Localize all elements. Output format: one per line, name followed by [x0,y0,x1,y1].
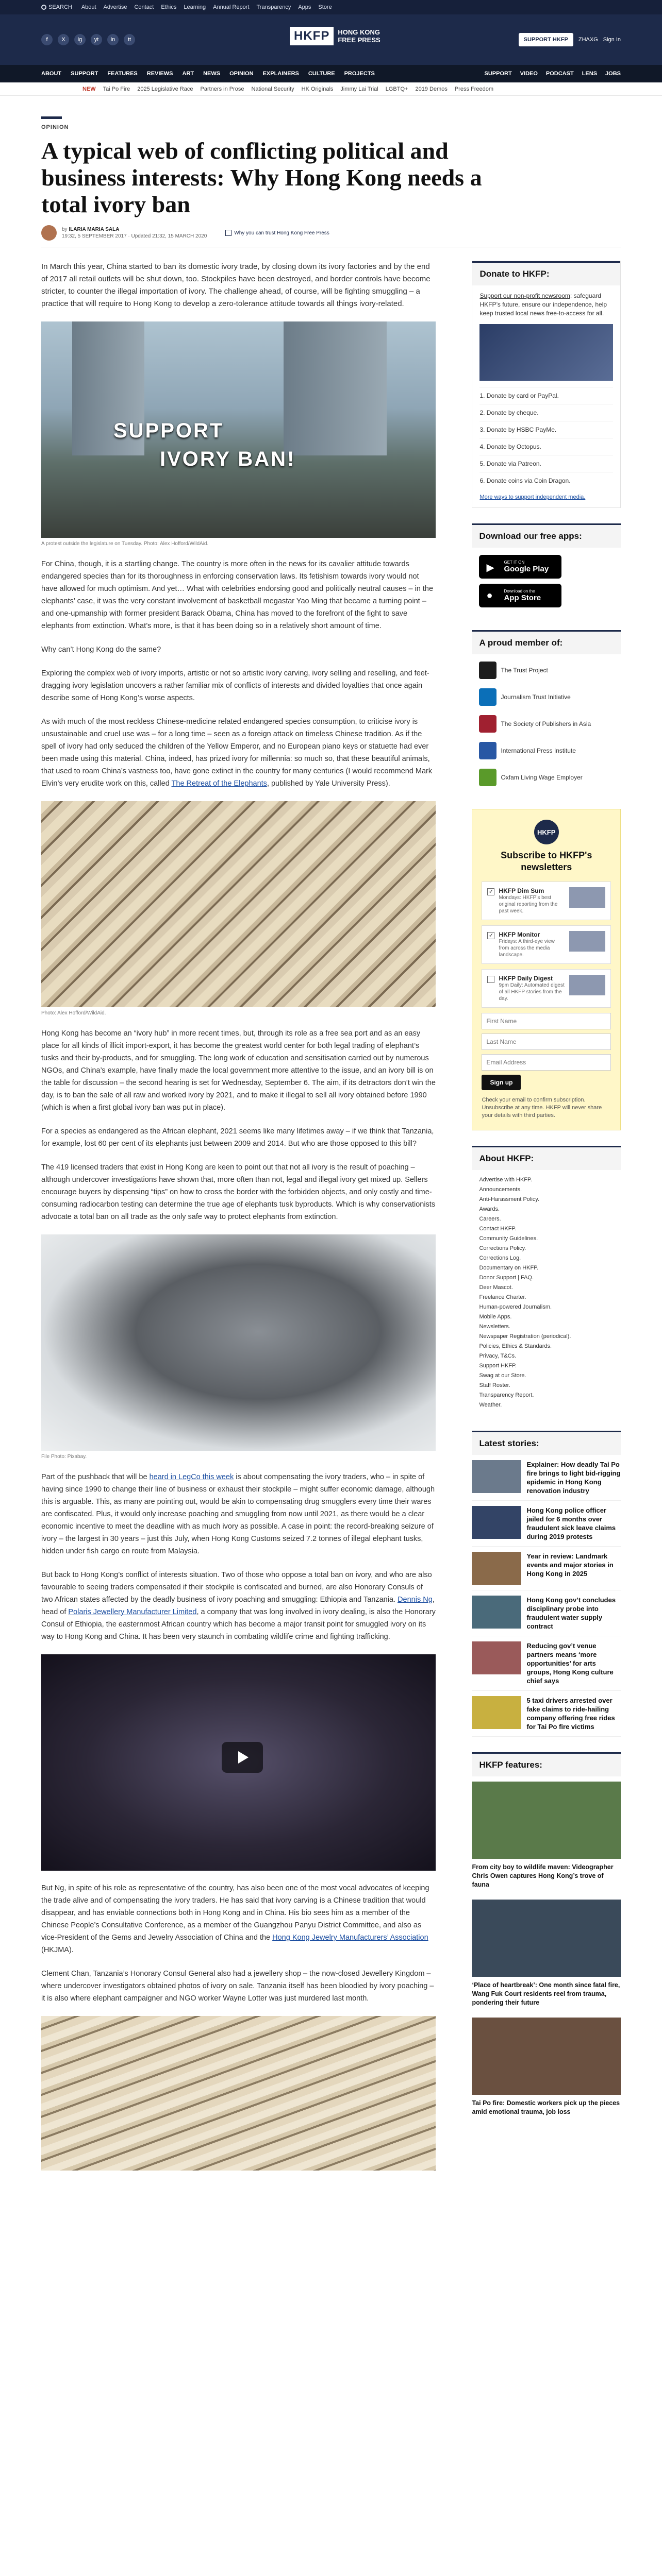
apps-widget [472,523,621,615]
nav-item-features[interactable]: FEATURES [107,71,138,77]
story-thumbnail[interactable] [472,1596,521,1629]
article-headline: A typical web of conflicting political and business interests: Why Hong Kong needs a total ivory ban [41,138,482,217]
instagram-icon[interactable]: ig [74,34,86,45]
nav-item-opinion[interactable]: OPINION [229,71,254,77]
member-item[interactable] [479,662,614,679]
logo-mark: HKFP [290,27,334,45]
story-thumbnail[interactable] [472,1696,521,1729]
story-title[interactable]: Year in review: Landmark events and major stories in Hong Kong in 2025 [526,1552,614,1578]
byline [41,225,621,241]
trending-item[interactable]: National Security [251,86,294,92]
newsletter-option-desc: 9pm Daily: Automated digest of all HKFP stories from the day. [499,982,565,1002]
about-link[interactable]: Corrections Policy. [479,1245,526,1251]
utility-links [81,4,332,10]
app-store-button[interactable] [479,584,561,607]
feature-title[interactable]: Tai Po fire: Domestic workers pick up the pieces amid emotional trauma, job loss [472,2099,620,2115]
paragraph: Hong Kong has become an “ivory hub” in more recent times, but, through its role as a free sea port and as an easy place for all kinds of illicit import-export, it has become the greatest world center for both legal trading of elephant’s tusks and their by-products, and for smuggling. The long work of education and sensitisation carried out by numerous NGOs, and China’s example, have finally made the local government more attentive to the issue, and an ivory bill is on the table for discussion – the second hearing is set for Wednesday, September 6. The aim, if its detractors don’t win the day, is to ban the sale of all raw and worked ivory by 2021, and to make it illegal to sell all ivory obtained before 1990 (which is when a first global ivory ban was put in place). [41,1029,436,1112]
about-link[interactable]: Support HKFP. [479,1363,517,1369]
building-shape [284,321,387,455]
trending-item[interactable]: 2025 Legislative Race [137,86,193,92]
donate-widget [472,261,621,508]
paragraph [41,1882,436,1956]
newsletter-thumbnail [569,975,605,995]
email-field[interactable] [482,1054,611,1071]
feature-thumbnail[interactable] [472,1782,621,1859]
member-name: The Trust Project [501,667,548,674]
protest-photo[interactable] [41,321,436,538]
paragraph-text: But Ng, in spite of his role as representative of the country, has also been one of the most vocal advocates of keeping the trade alive and of compensating the ivory traders. He has said that ivory carving is a Chinese tradition that would disappear, and has enviable connections both in Hong Kong and in China. His bio sees him as a member of the Chinese People’s Consultative Conference, as a member of the Guangzhou Panyu District Committee, and also as vice-President of the Gems and Jewelry Association of China and the [41,1884,429,1942]
nav-item-about[interactable]: ABOUT [41,71,62,77]
nav-right [484,71,621,77]
paragraph [41,1569,436,1643]
nav-item-support[interactable]: SUPPORT [71,71,98,77]
utility-link-learning[interactable]: Learning [184,4,206,10]
nav-item-explainers[interactable]: EXPLAINERS [262,71,299,77]
support-hkfp-button[interactable]: SUPPORT HKFP [519,33,573,46]
newsletter-option-text [499,931,565,958]
sign-in-link[interactable]: Sign In [603,37,621,43]
member-logo-icon [479,662,496,679]
story-thumbnail[interactable] [472,1460,521,1493]
features-widget [472,1752,621,2122]
newsletter-option-title: HKFP Dim Sum [499,887,544,894]
member-name: Oxfam Living Wage Employer [501,774,583,781]
trust-label: Why you can trust Hong Kong Free Press [234,230,329,236]
section-rule [41,116,62,119]
utility-link-store[interactable]: Store [318,4,332,10]
protest-sign-text: SUPPORT [113,419,224,442]
sign-up-button[interactable]: Sign up [482,1075,521,1090]
story-thumbnail[interactable] [472,1641,521,1674]
about-links [472,1170,621,1415]
apps-title: Download our free apps: [472,523,621,548]
latest-stories-widget [472,1431,621,1737]
about-link[interactable]: Freelance Charter. [479,1294,526,1300]
trending-item[interactable]: Jimmy Lai Trial [340,86,378,92]
paragraph-text: As with much of the most reckless Chinese-medicine related endangered species consumption, to criticise ivory is unsustainable and cruel use was – for a long time – seen as a foreign attack on timeless Chinese tradition. As if the spell of ivory had only seduced the children of the Yellow Emperor, and no European piano keys or statuette had ever been made using this material. China, indeed, has prized ivory for millennia: so much so, that these beautiful animals, that used to roam China’s vastness too, have gone extinct in the country for many centuries (I would recommend Mark Elvin’s very erudite work on this, called [41,718,433,788]
figure-ivory [41,801,436,1016]
about-link[interactable]: Community Guidelines. [479,1235,538,1242]
story-title[interactable]: Reducing gov’t venue partners means ‘more opportunities’ for arts groups, Hong Kong culture chief says [526,1642,614,1685]
paragraph-text: But back to Hong Kong’s conflict of interests situation. Two of those who oppose a total ban on ivory, and who are also favourable to seeing traders compensated if their stockpile is confiscated and burned, are also Honorary Consuls of two African states affected by the deadly business of ivory poaching and smuggling: Ethiopia and Tanzania. [41,1571,432,1604]
about-link[interactable]: Donor Support | FAQ. [479,1275,534,1281]
donate-intro-link[interactable]: Support our non-profit newsroom [479,292,570,299]
nav-item-reviews[interactable]: REVIEWS [146,71,173,77]
about-link[interactable]: Announcements. [479,1187,522,1193]
nav-item-culture[interactable]: CULTURE [308,71,335,77]
last-name-field[interactable] [482,1033,611,1050]
newsletter-option-title: HKFP Daily Digest [499,975,553,982]
newsletter-widget [472,809,621,1130]
figure-elephant [41,1234,436,1460]
paragraph: Exploring the complex web of ivory imports, artistic or not so artistic ivory carving, ivory selling and reselling, and feet-dragging ivory legislation uncovers a rather familiar mix of conflicts of interests and divided loyalties that once again describe some of Hong Kong’s worse aspects. [41,669,429,702]
latest-story[interactable] [472,1636,621,1691]
newsletter-option-desc: Mondays: HKFP’s best original reporting from the past week. [499,895,558,914]
author-name[interactable]: ILARIA MARIA SALA [69,227,120,232]
newsletter-note: Check your email to confirm subscription. Unsubscribe at any time. HKFP will never share your details with third parties. [482,1097,602,1118]
trending-item[interactable]: Partners in Prose [200,86,244,92]
logo-words [338,28,380,44]
latest-story[interactable] [472,1590,621,1636]
donate-option-coin-dragon[interactable]: 6. Donate coins via Coin Dragon. [479,472,613,489]
trending-item[interactable]: HK Originals [301,86,334,92]
first-name-field[interactable] [482,1013,611,1029]
social-links [41,34,135,45]
newsletter-option-desc: Fridays: A third-eye view from across the media landscape. [499,939,555,958]
about-widget [472,1146,621,1415]
member-logo-icon [479,742,496,759]
newsletter-options [482,882,611,1008]
paragraph: The 419 licensed traders that exist in Hong Kong are keen to point out that not all ivory is the result of poaching – although undercover investigations have shown that, more often than not, legal and illegal ivory get mixed up. Sellers encourage buyers by dispensing “tips” on how to cross the border with the forbidden objects, and only costly and time-consuming radiocarbon testing can determine the true age of elephants tusk byproducts. Which is why conservationists advocate a total ban on all trade as the only safe way to protect elephants from extinction. [41,1163,436,1221]
paragraph: Why can’t Hong Kong do the same? [41,646,161,654]
google-play-icon: ▶ [486,562,494,573]
feature-thumbnail[interactable] [472,1900,621,1977]
polaris-link[interactable]: Polaris Jewellery Manufacturer Limited [68,1608,197,1616]
donate-option-patreon[interactable]: 5. Donate via Patreon. [479,455,613,472]
utility-bar [0,0,662,14]
nav-item-news[interactable]: NEWS [203,71,221,77]
checkbox-icon[interactable]: ✓ [487,888,494,895]
photo-caption: File Photo: Pixabay. [41,1454,87,1460]
utility-link-advertise[interactable]: Advertise [103,4,127,10]
feature-title[interactable]: ‘Place of heartbreak’: One month since fatal fire, Wang Fuk Court residents reel from trauma, pondering their future [472,1981,620,2006]
site-logo[interactable] [290,27,380,45]
story-title[interactable]: Explainer: How deadly Tai Po fire brings to light bid-rigging epidemic in Hong Kong renovation industry [526,1461,621,1495]
donate-intro [472,285,620,324]
checkbox-icon[interactable]: ✓ [487,932,494,939]
nav-items [41,71,375,77]
about-link[interactable]: Awards. [479,1206,500,1212]
trending-item[interactable]: Press Freedom [454,86,494,92]
nav-right-video[interactable]: VIDEO [520,71,538,77]
trending-bar [0,82,662,96]
features-list [472,1776,621,2122]
donate-title: Donate to HKFP: [472,261,620,285]
article-header [0,116,662,247]
feature-story[interactable] [472,1776,621,1894]
paragraph: Clement Chan, Tanzania’s Honorary Consul General also had a jewellery shop – the now-closed Jewellery Kingdom – where undercover investigators obtained photos of ivory on sale. Tanzania itself has been bloodied by ivory poaching – it is also where elephant campaigner and NGO worker Wayne Lotter was just murdered last month. [41,1970,434,2003]
paragraph [41,716,436,790]
tusks-photo[interactable] [41,2016,436,2171]
newsletter-thumbnail [569,931,605,952]
features-title: HKFP features: [472,1752,621,1776]
donate-option-cheque[interactable]: 2. Donate by cheque. [479,404,613,421]
figure-video [41,1654,436,1871]
updated-date: Updated 21:32, 15 MARCH 2020 [131,233,207,239]
donate-banner[interactable] [479,324,613,381]
search-button[interactable] [41,4,72,10]
member-name: International Press Institute [501,747,576,754]
elephant-photo[interactable] [41,1234,436,1451]
newsletter-option[interactable] [482,969,611,1008]
donate-option-octopus[interactable]: 4. Donate by Octopus. [479,438,613,455]
utility-link-about[interactable]: About [81,4,96,10]
donate-more-link[interactable]: More ways to support independent media. [479,494,586,500]
utility-link-annual-report[interactable]: Annual Report [213,4,250,10]
story-thumbnail[interactable] [472,1506,521,1539]
protest-sign-text: IVORY BAN! [160,448,296,470]
feature-story[interactable] [472,1894,621,2012]
book-link[interactable]: The Retreat of the Elephants [171,779,267,788]
article-body [41,261,436,2182]
paragraph: In March this year, China started to ban its domestic ivory trade, by closing down its ivory factories and by the end of 2017 all retail outlets will be shut down, too. Stockpiles have been destroyed, and border controls have become stricter, to counter the illegal importation of ivory. The challenge ahead, of course, will be fighting smuggling – a practice that will require to Hong Kong to develop a zero-tolerance attitude towards all things ivory-related. [41,262,431,308]
figure-tusks [41,2016,436,2171]
donate-option-payme[interactable]: 3. Donate by HSBC PayMe. [479,421,613,438]
play-icon[interactable] [222,1742,263,1773]
about-link[interactable]: Corrections Log. [479,1255,521,1261]
story-title[interactable]: 5 taxi drivers arrested over fake claims to ride-hailing company offering free rides for Tai Po fire victims [526,1697,615,1731]
latest-title: Latest stories: [472,1431,621,1455]
latest-stories-list [472,1455,621,1737]
members-list [472,654,621,793]
dennis-ng-link[interactable]: Dennis Ng [398,1596,433,1604]
paragraph-text: , head of [41,1596,435,1616]
photo-caption: A protest outside the legislature on Tuesday. Photo: Alex Hofford/WildAid. [41,541,209,547]
member-item[interactable] [479,688,614,706]
x-twitter-icon[interactable]: X [58,34,69,45]
header-actions [519,33,621,46]
trending-item[interactable]: 2019 Demos [415,86,448,92]
trust-link[interactable] [225,230,329,236]
paragraph-text: is about compensating the ivory traders, who – in spite of having since 1990 to change their line of business or exhaust their stockpile – might suffer economic damage, although this is arguable. This, as many are pointing out, would be akin to compensating drug smugglers every time their wares are confiscated. Plus, it would only increase poaching and smuggling from now until 2021, as there would be a clear economic incentive to meet the deadline with as much ivory as possible. A case in point: the record-breaking seizure of ivory – the largest in 30 years – just this July, when Hong Kong Customs seized 7.2 tonnes of illegal elephant tusks, hidden under fish cargo en route from Malaysia. [41,1473,435,1555]
donate-intro-text: : safeguard HKFP’s future, ensure our independence, help keep trusted local news free-to-access for all. [479,292,607,317]
newsletter-option[interactable] [482,882,611,920]
donate-options [472,387,620,489]
about-link[interactable]: Newsletters. [479,1324,510,1330]
about-link[interactable]: Contact HKFP. [479,1226,517,1232]
newsletter-option-title: HKFP Monitor [499,931,540,938]
nav-right-lens[interactable]: LENS [582,71,598,77]
linkedin-icon[interactable]: in [107,34,119,45]
apple-icon: ● [486,590,493,601]
trending-item[interactable]: LGBTQ+ [385,86,408,92]
feature-title[interactable]: From city boy to wildlife maven: Videographer Chris Owen captures Hong Kong’s trove of fauna [472,1863,614,1888]
latest-story[interactable] [472,1455,621,1501]
about-link[interactable]: Newspaper Registration (periodical). [479,1333,571,1340]
site-header [0,14,662,65]
nav-right-jobs[interactable]: JOBS [605,71,621,77]
member-name: The Society of Publishers in Asia [501,720,591,727]
latest-story[interactable] [472,1501,621,1547]
latest-story[interactable] [472,1691,621,1737]
tiktok-icon[interactable]: tt [124,34,135,45]
member-logo-icon [479,688,496,706]
trending-item[interactable]: Tai Po Fire [103,86,130,92]
hkjma-link[interactable]: Hong Kong Jewelry Manufacturers’ Association [272,1934,428,1942]
story-title[interactable]: Hong Kong gov’t concludes disciplinary probe into fraudulent water supply contract [526,1596,616,1630]
newsletter-option[interactable] [482,925,611,964]
apps-body [472,548,621,615]
author-prefix: by [62,227,68,232]
member-name: Journalism Trust Initiative [501,693,571,701]
paragraph-text: Part of the pushback that will be [41,1473,150,1481]
language-switch[interactable]: ZHAXG [578,37,598,43]
ivory-stockpile-photo[interactable] [41,801,436,1007]
member-item[interactable] [479,769,614,786]
utility-link-contact[interactable]: Contact [134,4,154,10]
about-link[interactable]: Human-powered Journalism. [479,1304,552,1310]
photo-caption: Photo: Alex Hofford/WildAid. [41,1010,106,1016]
logo-line-1: HONG KONG [338,28,380,36]
app-store-big: App Store [504,594,541,602]
legco-link[interactable]: heard in LegCo this week [149,1473,234,1481]
about-link[interactable]: Deer Mascot. [479,1284,513,1291]
trending-new-label: NEW [82,86,96,92]
about-link[interactable]: Mobile Apps. [479,1314,512,1320]
about-link[interactable]: Careers. [479,1216,501,1222]
youtube-icon[interactable]: yt [91,34,102,45]
utility-link-transparency[interactable]: Transparency [256,4,291,10]
newsletter-title: Subscribe to HKFP's newsletters [501,850,592,872]
paragraph [41,1471,436,1557]
publish-date: 19:32, 5 SEPTEMBER 2017 [62,233,127,239]
paragraph-text: (HKJMA). [41,1946,74,1954]
search-icon [41,5,46,10]
members-widget [472,630,621,793]
about-link[interactable]: Documentary on HKFP. [479,1265,539,1271]
nav-right-podcast[interactable]: PODCAST [545,71,574,77]
member-item[interactable] [479,742,614,759]
paragraph-text: , published by Yale University Press). [267,779,390,788]
google-play-button[interactable] [479,555,561,579]
about-link[interactable]: Anti-Harassment Policy. [479,1196,540,1202]
about-link[interactable]: Staff Roster. [479,1382,510,1388]
newsletter-logo: HKFP [534,820,559,844]
feature-story[interactable] [472,2012,621,2122]
facebook-icon[interactable]: f [41,34,53,45]
members-title: A proud member of: [472,630,621,654]
nav-item-art[interactable]: ART [182,71,194,77]
newsletter-option-text [499,975,565,1002]
sidebar [472,261,621,2182]
member-item[interactable] [479,715,614,733]
paragraph: For China, though, it is a startling change. The country is more often in the news for its cavalier attitude towards endangered species than for its thoroughness in enforcing conservation laws. Its fetishism towards ivory would not have allowed for much optimism. And yet… What with celebrities endorsing good and politically neutral causes – in the elephants’ case, it was the very constant involvement of basketball megastar Yao Ming that became a turning point – and one-upmanship with former president Barack Obama, China has moved to the forefront of the fight to save elephants from extinction. What’s more, is that it has been doing so in a relatively short amount of time. [41,560,434,630]
about-link[interactable]: Policies, Ethics & Standards. [479,1343,552,1349]
about-link[interactable]: Privacy, T&Cs. [479,1353,517,1359]
about-link[interactable]: Swag at our Store. [479,1372,526,1379]
newsletter-option-text [499,887,565,914]
google-play-small: GET IT ON [504,560,525,565]
author-info: by ILARIA MARIA SALA 19:32, 5 SEPTEMBER 2017 · Updated 21:32, 15 MARCH 2020 [62,227,207,239]
story-title[interactable]: Hong Kong police officer jailed for 6 months over fraudulent sick leave claims during 2019 protests [526,1506,616,1540]
checkbox-icon[interactable] [487,976,494,983]
member-logo-icon [479,769,496,786]
author-avatar [41,225,57,241]
about-title: About HKFP: [472,1146,621,1170]
about-link[interactable]: Transparency Report. [479,1392,534,1398]
paragraph-text: , a company that was long involved in ivory dealing, is also the Honorary Consul of Ethiopia, the easternmost African country which has become a major transit point for smuggled ivory on its way to Hong Kong and China. It has been very staunch in combating wildlife crime and fighting trafficking. [41,1608,436,1641]
newsletter-thumbnail [569,887,605,908]
page-layout [0,261,662,2182]
embedded-video[interactable] [41,1654,436,1871]
about-link[interactable]: Advertise with HKFP. [479,1177,532,1183]
donate-option-card[interactable]: 1. Donate by card or PayPal. [479,387,613,404]
member-logo-icon [479,715,496,733]
story-thumbnail[interactable] [472,1552,521,1585]
trust-icon [225,230,231,236]
section-tag[interactable]: OPINION [41,124,69,130]
google-play-big: Google Play [504,565,549,573]
app-store-small: Download on the [504,589,535,594]
feature-thumbnail[interactable] [472,2018,621,2095]
utility-link-ethics[interactable]: Ethics [161,4,177,10]
logo-line-2: FREE PRESS [338,36,380,44]
figure-protest [41,321,436,547]
about-link[interactable]: Weather. [479,1402,502,1408]
main-nav [0,65,662,82]
nav-right-support[interactable]: SUPPORT [484,71,512,77]
paragraph: For a species as endangered as the African elephant, 2021 seems like many lifetimes away – if we think that Tanzania, for example, lost 60 per cent of its elephants just between 2009 and 2014. But who are those opposed to this bill? [41,1127,434,1148]
nav-item-projects[interactable]: PROJECTS [344,71,375,77]
latest-story[interactable] [472,1547,621,1590]
search-label: SEARCH [48,4,72,10]
utility-link-apps[interactable]: Apps [298,4,311,10]
